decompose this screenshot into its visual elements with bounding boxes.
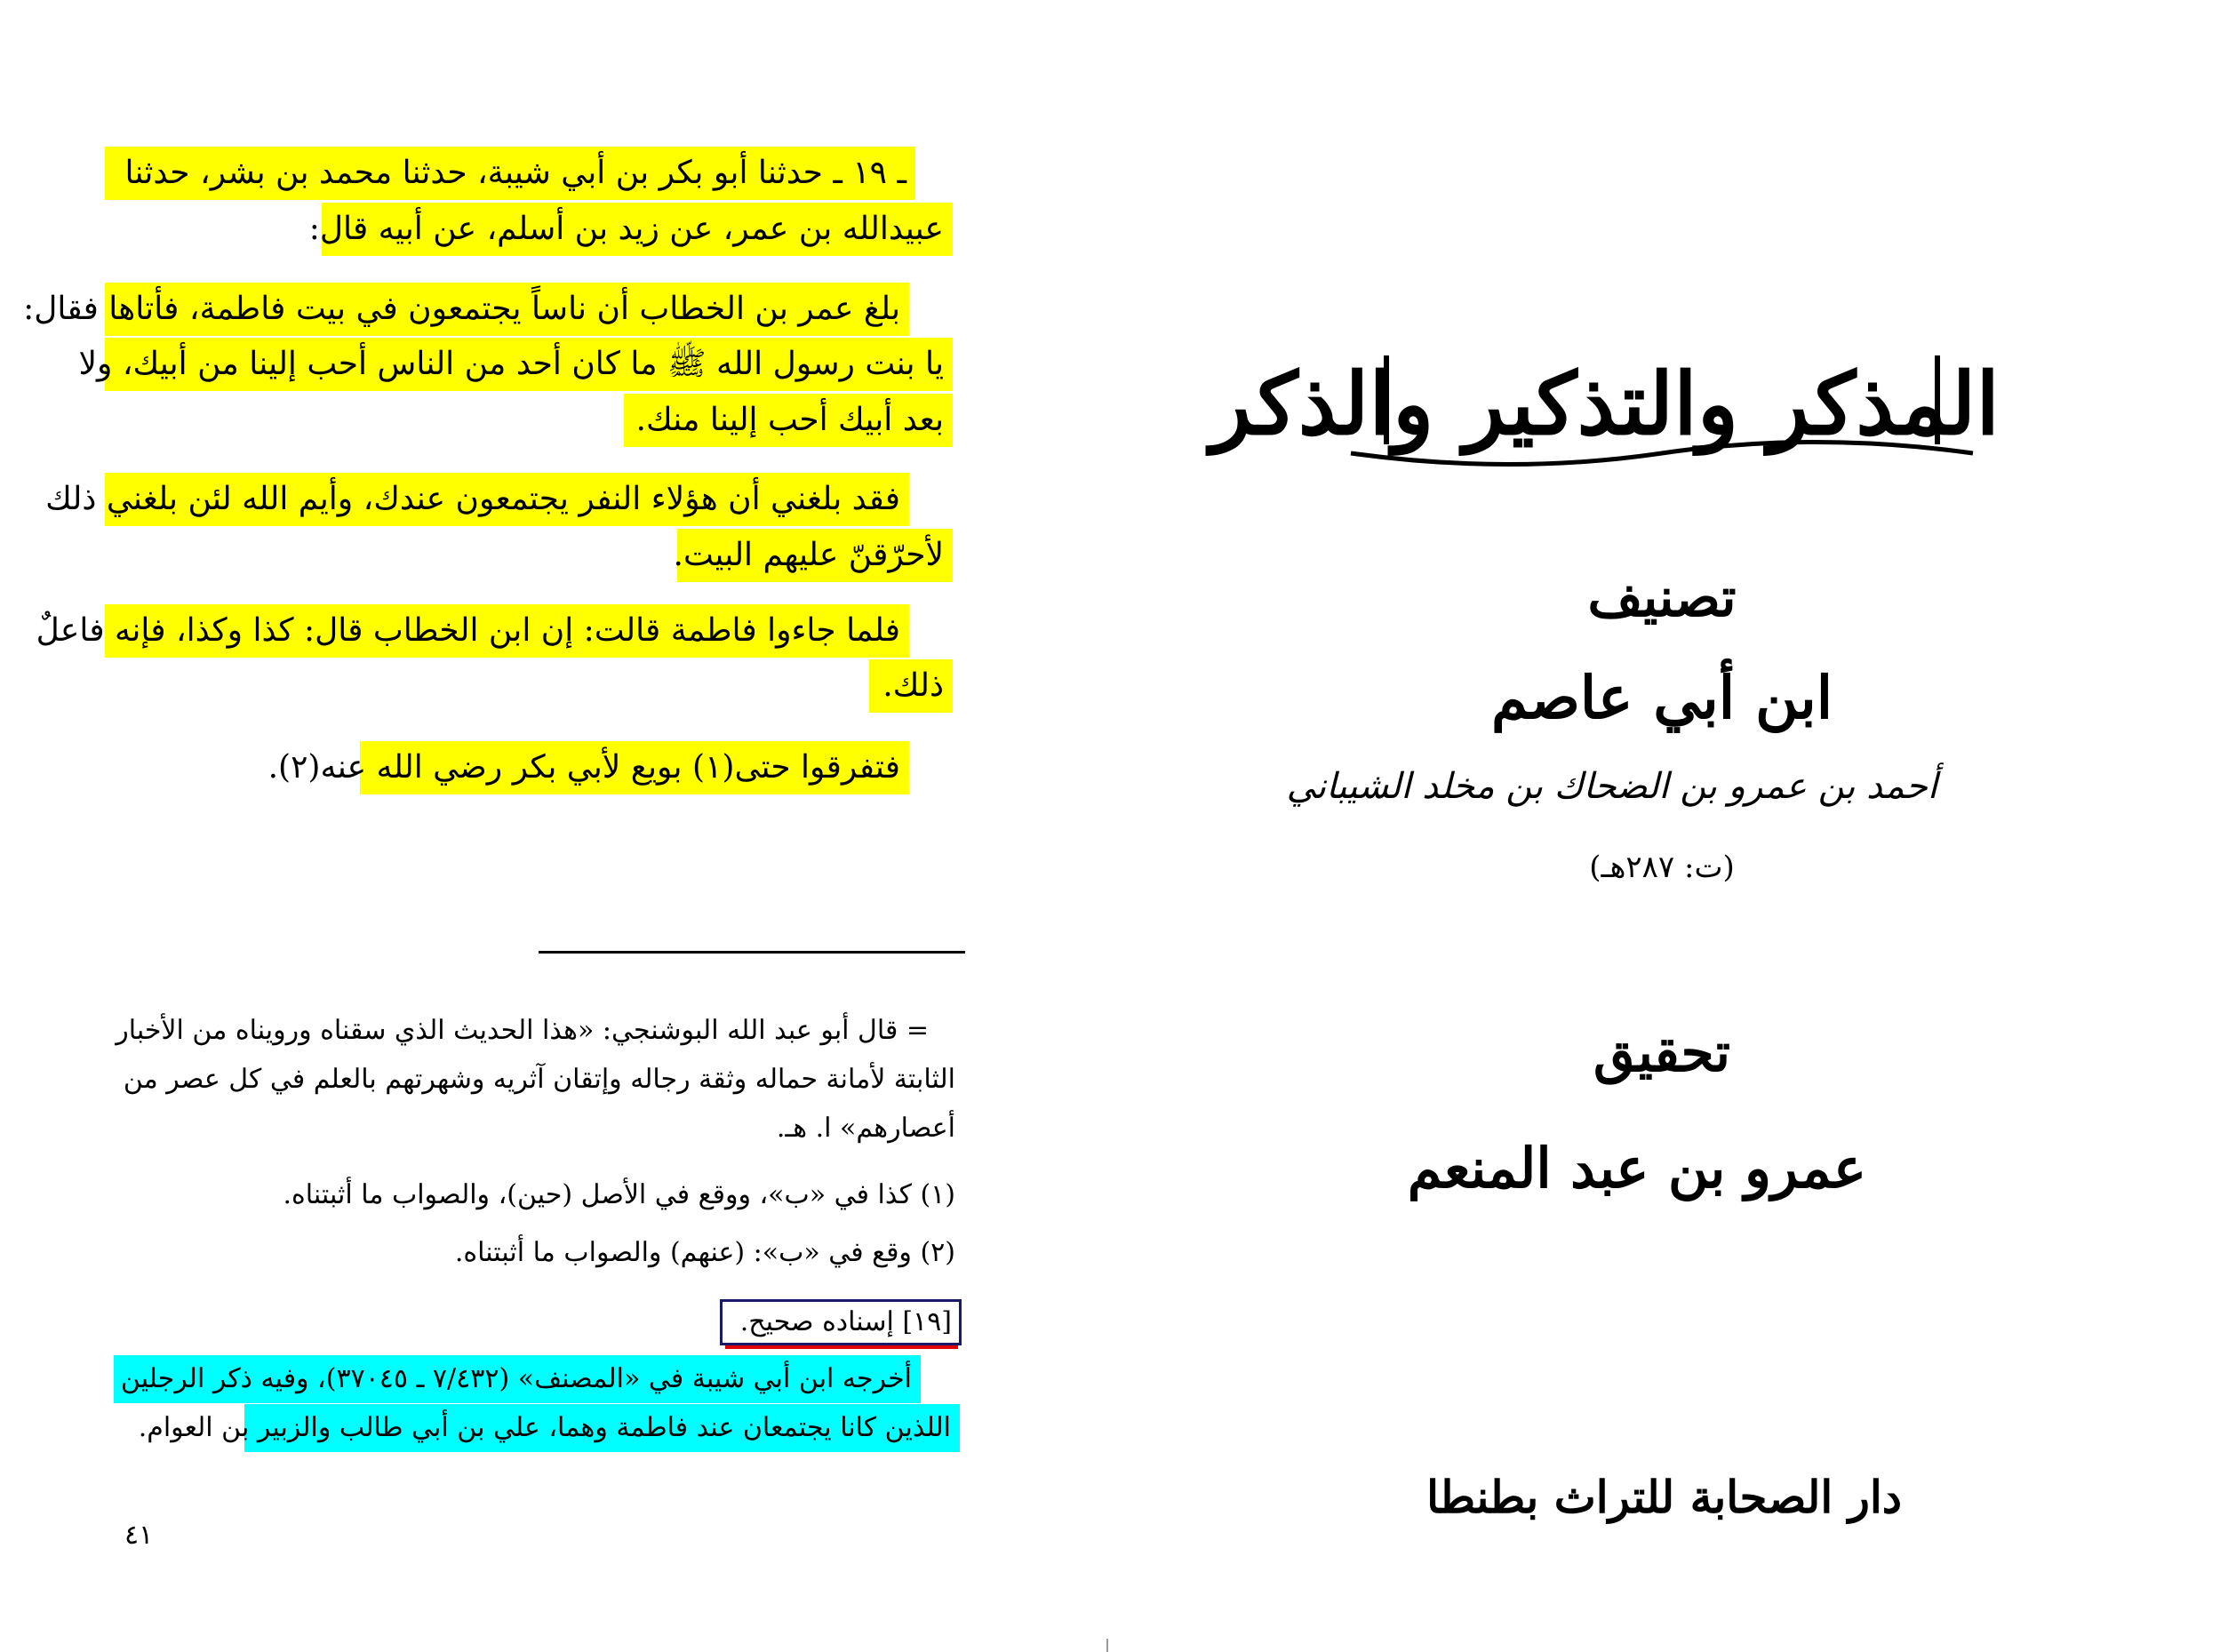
hadith-line: فلما جاءوا فاطمة قالت: إن ابن الخطاب قال: كذا وكذا، فإنه فاعلٌ: [105, 604, 909, 658]
hadith-line: بعد أبيك أحب إلينا منك.: [624, 394, 953, 447]
hadith-line: يا بنت رسول الله ﷺ ما كان أحد من الناس أحب إلينا من أبيك، ولا: [105, 338, 953, 391]
footnote-line: أعصارهم» ا. هـ.: [776, 1113, 955, 1144]
footnote-line: الثابتة لأمانة حماله وثقة رجاله وإتقان آثريه وشهرتهم بالعلم في كل عصر من: [123, 1064, 955, 1095]
footnote-1: (١) كذا في «ب»، ووقع في الأصل (حين)، والصواب ما أثبتناه.: [283, 1179, 955, 1210]
hadith-line: ذلك.: [869, 659, 953, 713]
hadith-line: فقد بلغني أن هؤلاء النفر يجتمعون عندك، وأيم الله لئن بلغني ذلك: [105, 473, 909, 526]
death-date: (ت: ٢٨٧هـ): [1589, 850, 1735, 885]
hadith-line: بلغ عمر بن الخطاب أن ناساً يجتمعون في بيت فاطمة، فأتاها فقال:: [105, 283, 909, 336]
hadith-line: عبيدالله بن عمر، عن زيد بن أسلم، عن أبيه قال:: [322, 203, 953, 256]
reference-underline: [725, 1345, 958, 1349]
page-number: ٤١: [124, 1520, 154, 1551]
publisher-name: دار الصحابة للتراث بطنطا: [1426, 1471, 1902, 1523]
tahqiq-label: تحقيق: [1593, 1022, 1730, 1084]
footnote-line: = قال أبو عبد الله البوشنجي: «هذا الحديث الذي سقناه ورويناه من الأخبار: [116, 1015, 929, 1046]
hadith-line: ـ ١٩ ـ حدثنا أبو بكر بن أبي شيبة، حدثنا محمد بن بشر، حدثنا: [105, 147, 915, 200]
takhrij-line: أخرجه ابن أبي شيبة في «المصنف» (٧/٤٣٢ ـ ٣٧٠٤٥)، وفيه ذكر الرجلين: [114, 1355, 921, 1403]
hadith-line: فتفرقوا حتى(١) بويع لأبي بكر رضي الله عنه(٢).: [360, 741, 909, 794]
author-full-name: أحمد بن عمرو بن الضحاك بن مخلد الشيباني: [1286, 766, 1937, 807]
author-name: ابن أبي عاصم: [1490, 663, 1833, 732]
gutter-mark: [1106, 1639, 1108, 1652]
hadith-line: لأحرّقنّ عليهم البيت.: [677, 529, 953, 582]
tasnif-label: تصنيف: [1587, 567, 1737, 629]
footnote-separator: [539, 951, 965, 954]
footnote-2: (٢) وقع في «ب»: (عنهم) والصواب ما أثبتناه.: [454, 1237, 955, 1268]
isnad-reference: [١٩] إسناده صحيح.: [720, 1299, 962, 1345]
right-page: [1110, 0, 2220, 1652]
takhrij-line: اللذين كانا يجتمعان عند فاطمة وهما، علي بن أبي طالب والزبير بن العوام.: [244, 1404, 960, 1452]
editor-name: عمرو بن عبد المنعم: [1407, 1136, 1866, 1201]
book-title: المذكر والتذكير والذكر: [1210, 354, 2000, 454]
